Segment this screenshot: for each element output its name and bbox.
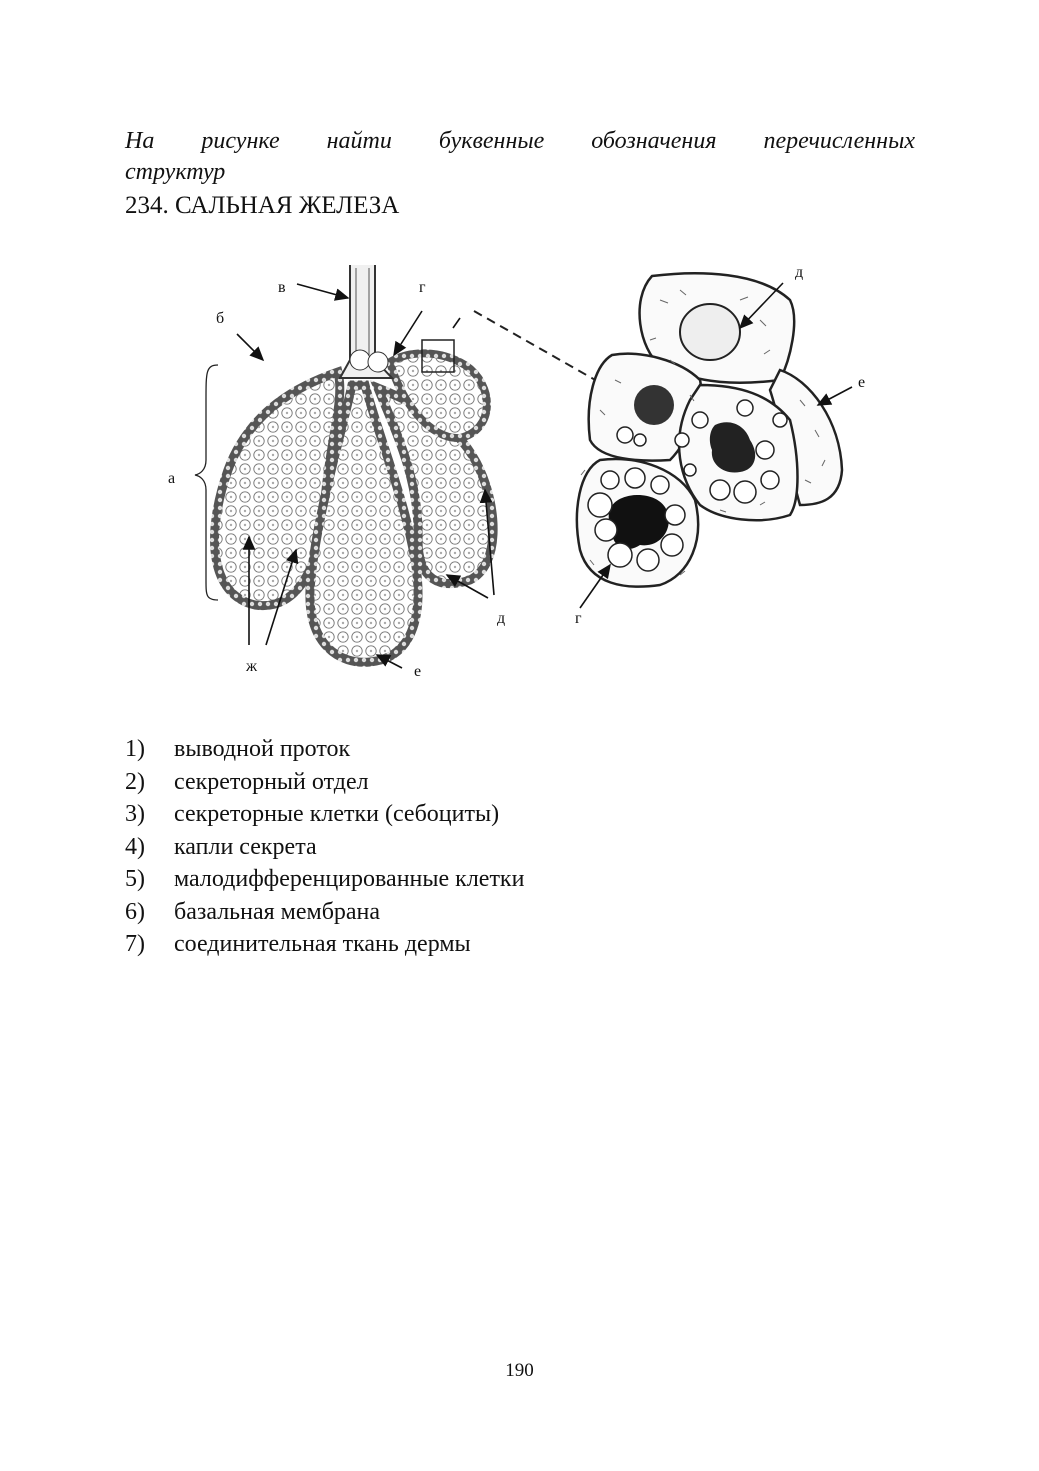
list-item <box>125 766 524 799</box>
label-zh: ж <box>246 658 258 675</box>
instruction-line-2: структур <box>125 159 226 185</box>
page-number: 190 <box>505 1360 534 1381</box>
item-text: малодифференцированные клетки <box>174 866 525 892</box>
label-v: в <box>278 279 286 296</box>
label-e: е <box>414 663 422 680</box>
item-number: 4) <box>125 833 145 860</box>
item-number: 7) <box>125 931 145 957</box>
label-d-right: д <box>795 264 804 281</box>
item-text: капли секрета <box>174 833 317 860</box>
structure-list <box>125 733 524 961</box>
label-d: д <box>497 610 506 627</box>
item-text: секреторные клетки (себоциты) <box>174 801 500 827</box>
label-b: б <box>216 310 225 327</box>
list-item <box>125 928 524 961</box>
list-item <box>125 863 524 896</box>
item-text: базальная мембрана <box>174 898 381 925</box>
item-text: выводной проток <box>174 736 351 762</box>
label-e-right: е <box>858 374 866 391</box>
gland-lobes <box>215 265 494 662</box>
instruction-line-1: На рисунке найти буквенные обозначения перечисленных <box>125 128 915 154</box>
item-number: 5) <box>125 866 145 892</box>
label-a: а <box>168 470 176 487</box>
label-g-right: г <box>575 610 582 627</box>
item-number: 6) <box>125 898 145 925</box>
zoom-connector <box>474 311 604 385</box>
item-text: соединительная ткань дермы <box>174 931 471 957</box>
list-item <box>125 831 524 864</box>
list-item <box>125 798 524 831</box>
label-g: г <box>419 279 426 296</box>
item-number: 3) <box>125 801 145 827</box>
list-item <box>125 896 524 929</box>
item-number: 1) <box>125 736 145 762</box>
list-item <box>125 733 524 766</box>
sebaceous-gland-figure <box>150 250 870 690</box>
item-number: 2) <box>125 768 145 795</box>
section-heading: 234. САЛЬНАЯ ЖЕЛЕЗА <box>125 192 400 219</box>
item-text: секреторный отдел <box>174 768 369 795</box>
